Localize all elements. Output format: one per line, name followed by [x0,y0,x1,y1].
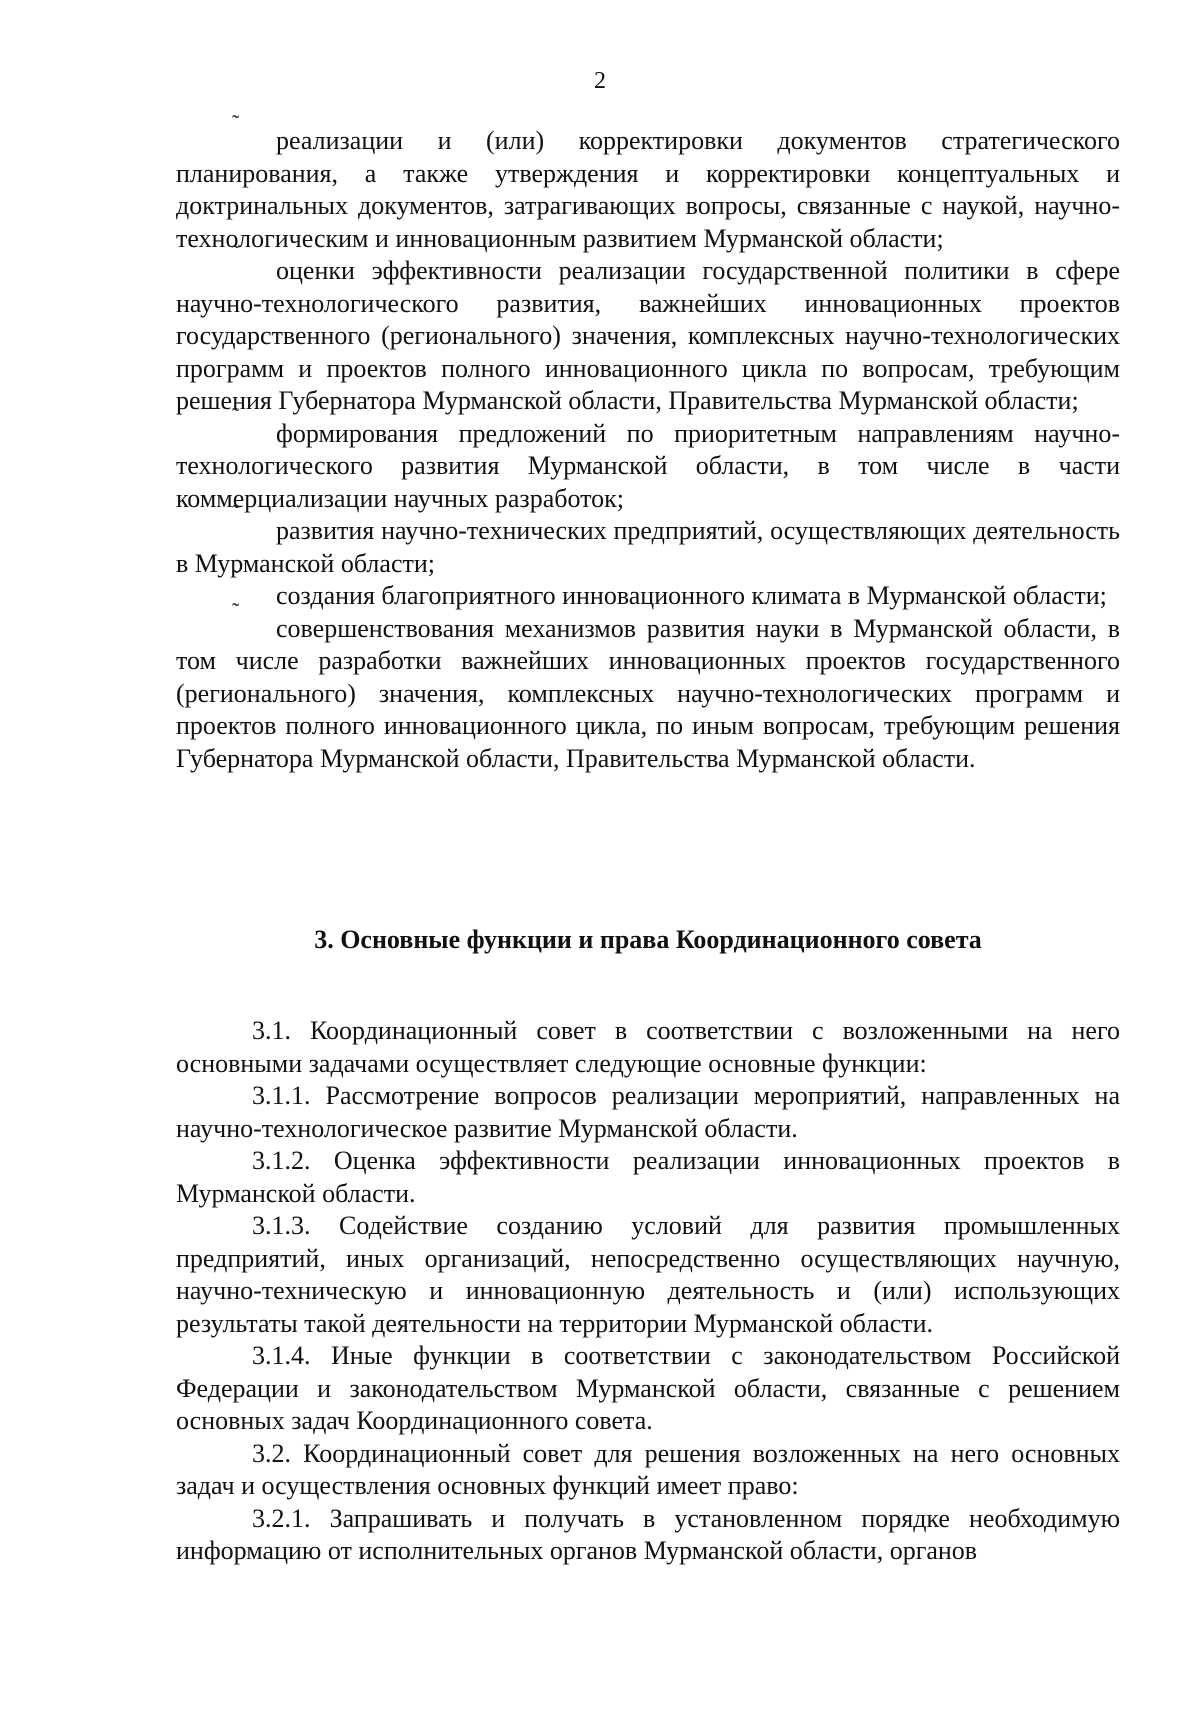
section-body [176,1015,1120,1568]
page-number: 2 [594,68,606,94]
paragraph-3-1-4: 3.1.4. Иные функции в соответствии с законодательством Российской Федерации и законодательством Мурманской области, связанные с решением основных задач Координационного совета. [176,1341,1120,1435]
section-heading: 3. Основные функции и права Координационного совета [314,925,982,954]
paragraph-3-1-2: 3.1.2. Оценка эффективности реализации инновационных проектов в Мурманской области. [176,1146,1120,1208]
list-item: ˜ создания благоприятного инновационного климата в Мурманской области; [176,580,1120,613]
paragraph-3-2-1: 3.2.1. Запрашивать и получать в установленном порядке необходимую информацию от исполнительных органов Мурманской области, органов [176,1503,1120,1565]
list-item: ˜ оценки эффективности реализации государственной политики в сфере научно-технологического развития, важнейших инновационных проектов государственного (регионального) значения, комплексных научно-технологических программ и проектов полного инновационного цикла по вопросам, требующим решения Губернатора Мурманской области, Правительства Мурманской области; [176,255,1120,418]
intro-list [176,125,1120,775]
list-item: ˜ развития научно-технических предприятий, осуществляющих деятельность в Мурманской области; [176,515,1120,580]
paragraph-3-1-1: 3.1.1. Рассмотрение вопросов реализации мероприятий, направленных на научно-технологическое развитие Мурманской области. [176,1081,1120,1143]
paragraph-3-2: 3.2. Координационный совет для решения возложенных на него основных задач и осуществления основных функций имеет право: [176,1438,1120,1500]
list-item: ˜ реализации и (или) корректировки документов стратегического планирования, а также утверждения и корректировки концептуальных и доктринальных документов, затрагивающих вопросы, связанные с наукой, научно-технологическим и инновационным развитием Мурманской области; [176,125,1120,255]
list-item: ˜ формирования предложений по приоритетным направлениям научно-технологического развития Мурманской области, в том числе в части коммерциализации научных разработок; [176,418,1120,516]
paragraph-3-1: 3.1. Координационный совет в соответствии с возложенными на него основными задачами осуществляет следующие основные функции: [176,1016,1120,1078]
list-item: ˜ совершенствования механизмов развития науки в Мурманской области, в том числе разработки важнейших инновационных проектов государственного (регионального) значения, комплексных научно-технологических программ и проектов полного инновационного цикла, по иным вопросам, требующим решения Губернатора Мурманской области, Правительства Мурманской области. [176,613,1120,776]
paragraph-3-1-3: 3.1.3. Содействие созданию условий для развития промышленных предприятий, иных организаций, непосредственно осуществляющих научную, научно-техническую и инновационную деятельность и (или) использующих результаты такой деятельности на территории Мурманской области. [176,1211,1120,1338]
